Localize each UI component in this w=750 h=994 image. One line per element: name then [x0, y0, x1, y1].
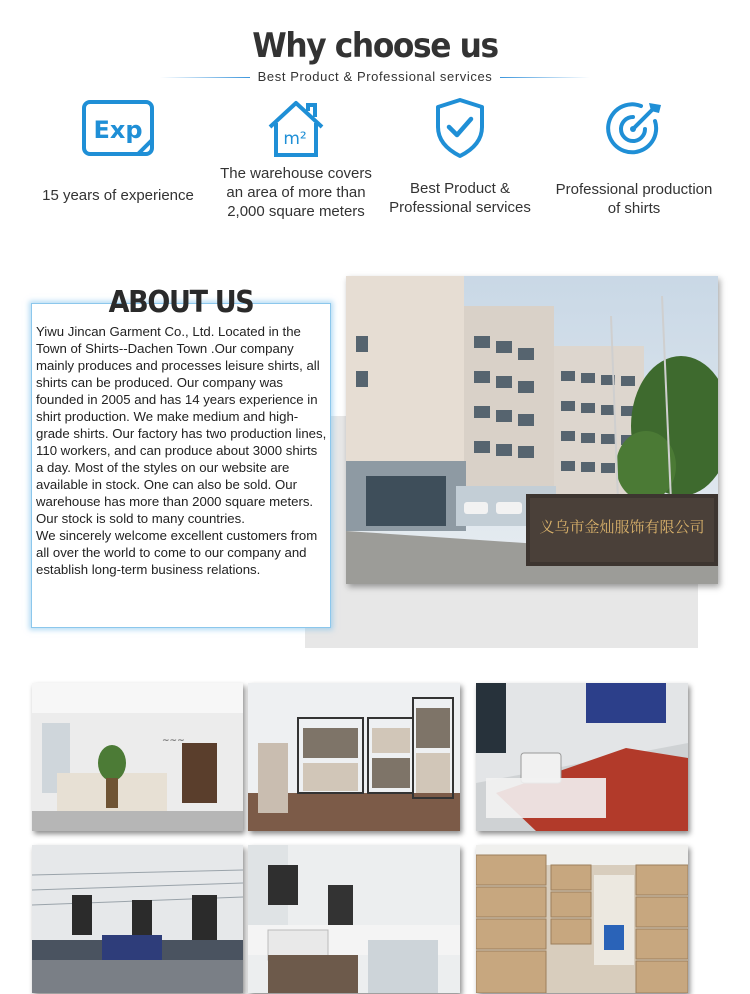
gallery-photo-cutting-machine [476, 683, 688, 831]
gallery-photo-sewing-workshop [32, 845, 243, 993]
feature-label: Best Product & Professional services [389, 180, 531, 216]
gallery-photo-showroom [248, 683, 460, 831]
page-title: Why choose us [252, 26, 498, 66]
warehouse-icon-text: m² [283, 129, 307, 149]
feature-quality [375, 96, 545, 216]
exp-badge-icon [33, 96, 203, 160]
about-title: ABOUT US [108, 285, 254, 320]
page-subtitle: Best Product & Professional services [257, 69, 493, 84]
factory-building-photo [346, 276, 718, 584]
warehouse-house-icon [211, 96, 381, 160]
gallery-photo-warehouse [476, 845, 688, 993]
subtitle-row [0, 69, 750, 87]
exp-badge-text: Exp [93, 116, 143, 144]
shield-check-icon [375, 96, 545, 160]
about-paragraph: Yiwu Jincan Garment Co., Ltd. Located in the Town of Shirts--Dachen Town .Our company mainly produces and processes leisure shirts, all shirts can be produced. Our company was founded in 2005 and has 14 years experience in shirt production. We make medium and high-grade shirts. Our factory has two production lines, 110 workers, and can produce about 3000 shirts a day. Most of the styles on our website are available in stock. One can also be sold. Our warehouse has more than 2000 square meters. Our stock is sold to many countries. [36, 324, 327, 526]
feature-label: Professional production of shirts [555, 181, 713, 217]
wall-calligraphy-icon: ~~~ [162, 736, 185, 746]
gallery-photo-reception [32, 683, 243, 831]
subtitle-divider-right [500, 77, 590, 78]
gallery-photo-sewing-lines [248, 845, 460, 993]
feature-warehouse [211, 96, 381, 220]
feature-label: The warehouse covers an area of more than 2,000 square meters [220, 165, 372, 220]
about-paragraph: We sincerely welcome excellent customers from all over the world to come to our company and establish long-term business relations. [36, 528, 318, 577]
feature-label: 15 years of experience [42, 187, 194, 204]
feature-production [549, 96, 719, 217]
about-text [36, 323, 328, 578]
company-sign-text: 义乌市金灿服饰有限公司 [539, 518, 705, 536]
target-arrow-icon [549, 96, 719, 160]
feature-experience [33, 96, 203, 204]
